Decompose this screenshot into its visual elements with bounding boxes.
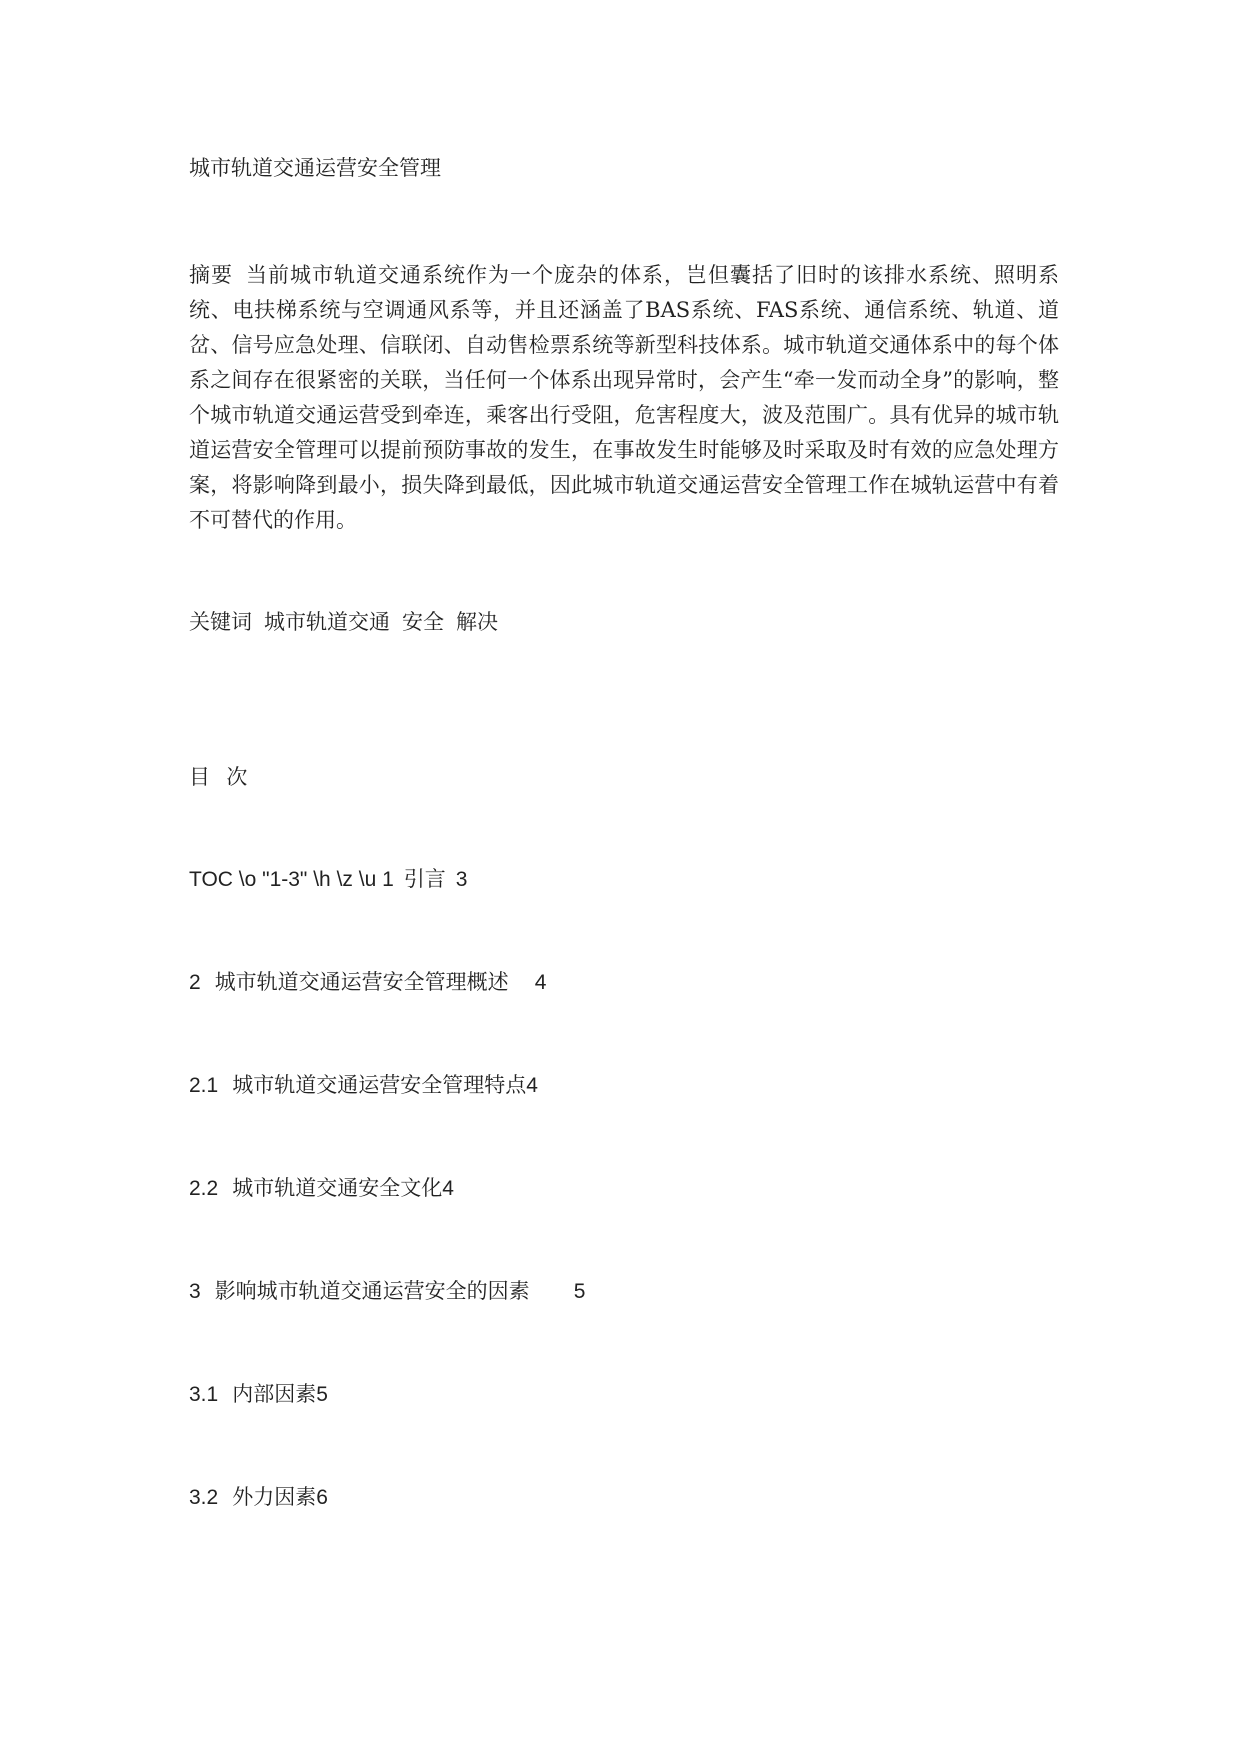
- toc-entry-title: 城市轨道交通运营安全管理特点: [232, 1073, 527, 1097]
- toc-entry-number: 2: [189, 971, 201, 994]
- toc-entry-title: 影响城市轨道交通运营安全的因素: [214, 1279, 530, 1303]
- toc-entry-number: 2.1: [189, 1074, 219, 1097]
- toc-entry-page: 6: [316, 1486, 328, 1509]
- toc-entry-number: 3.2: [189, 1486, 219, 1509]
- toc-entry[interactable]: [189, 1380, 328, 1409]
- toc-entry[interactable]: [189, 1483, 328, 1512]
- toc-entry-page: 3: [455, 868, 468, 891]
- keyword-item: 安全: [402, 610, 444, 634]
- toc-entry[interactable]: [189, 865, 467, 894]
- toc-entry-title: 引言: [403, 867, 446, 891]
- toc-entry-number: 2.2: [189, 1177, 219, 1200]
- toc-entry-number: TOC \o "1-3" \h \z \u 1: [189, 868, 394, 891]
- toc-entry-number: 3: [189, 1280, 201, 1303]
- toc-entry-title: 城市轨道交通运营安全管理概述: [214, 970, 509, 994]
- toc-heading: 目 次: [189, 765, 249, 789]
- toc-entry[interactable]: [189, 968, 546, 997]
- toc-entry[interactable]: [189, 1174, 454, 1203]
- toc-entry-page: 5: [316, 1383, 328, 1406]
- toc-entry-number: 3.1: [189, 1383, 219, 1406]
- toc-entry-title: 内部因素: [232, 1382, 317, 1406]
- toc-entry-title: 外力因素: [232, 1485, 317, 1509]
- toc-entry-title: 城市轨道交通安全文化: [232, 1176, 443, 1200]
- abstract-label: 摘要: [189, 263, 233, 287]
- toc-entry[interactable]: [189, 1071, 538, 1100]
- toc-entry-page: 5: [573, 1280, 586, 1303]
- keywords-label: 关键词: [189, 610, 252, 634]
- toc-entry[interactable]: [189, 1277, 585, 1306]
- toc-entry-page: 4: [526, 1074, 538, 1097]
- keywords-line: [189, 608, 498, 637]
- toc-entry-page: 4: [442, 1177, 454, 1200]
- abstract-text: 当前城市轨道交通系统作为一个庞杂的体系，岂但囊括了旧时的该排水系统、照明系统、电扶梯系统与空调通风系等，并且还涵盖了BAS系统、FAS系统、通信系统、轨道、道岔、信号应急处理、信联闭、自动售检票系统等新型科技体系。城市轨道交通体系中的每个体系之间存在很紧密的关联，当任何一个体系出现异常时，会产生“牵一发而动全身”的影响，整个城市轨道交通运营受到牵连，乘客出行受阻，危害程度大，波及范围广。具有优异的城市轨道运营安全管理可以提前预防事故的发生，在事故发生时能够及时采取及时有效的应急处理方案，将影响降到最小，损失降到最低，因此城市轨道交通运营安全管理工作在城轨运营中有着不可替代的作用。: [189, 263, 1059, 532]
- document-title: 城市轨道交通运营安全管理: [189, 156, 441, 180]
- keyword-item: 解决: [456, 610, 498, 634]
- abstract-paragraph: [189, 258, 1059, 538]
- keyword-item: 城市轨道交通: [264, 610, 390, 634]
- toc-entry-page: 4: [534, 971, 547, 994]
